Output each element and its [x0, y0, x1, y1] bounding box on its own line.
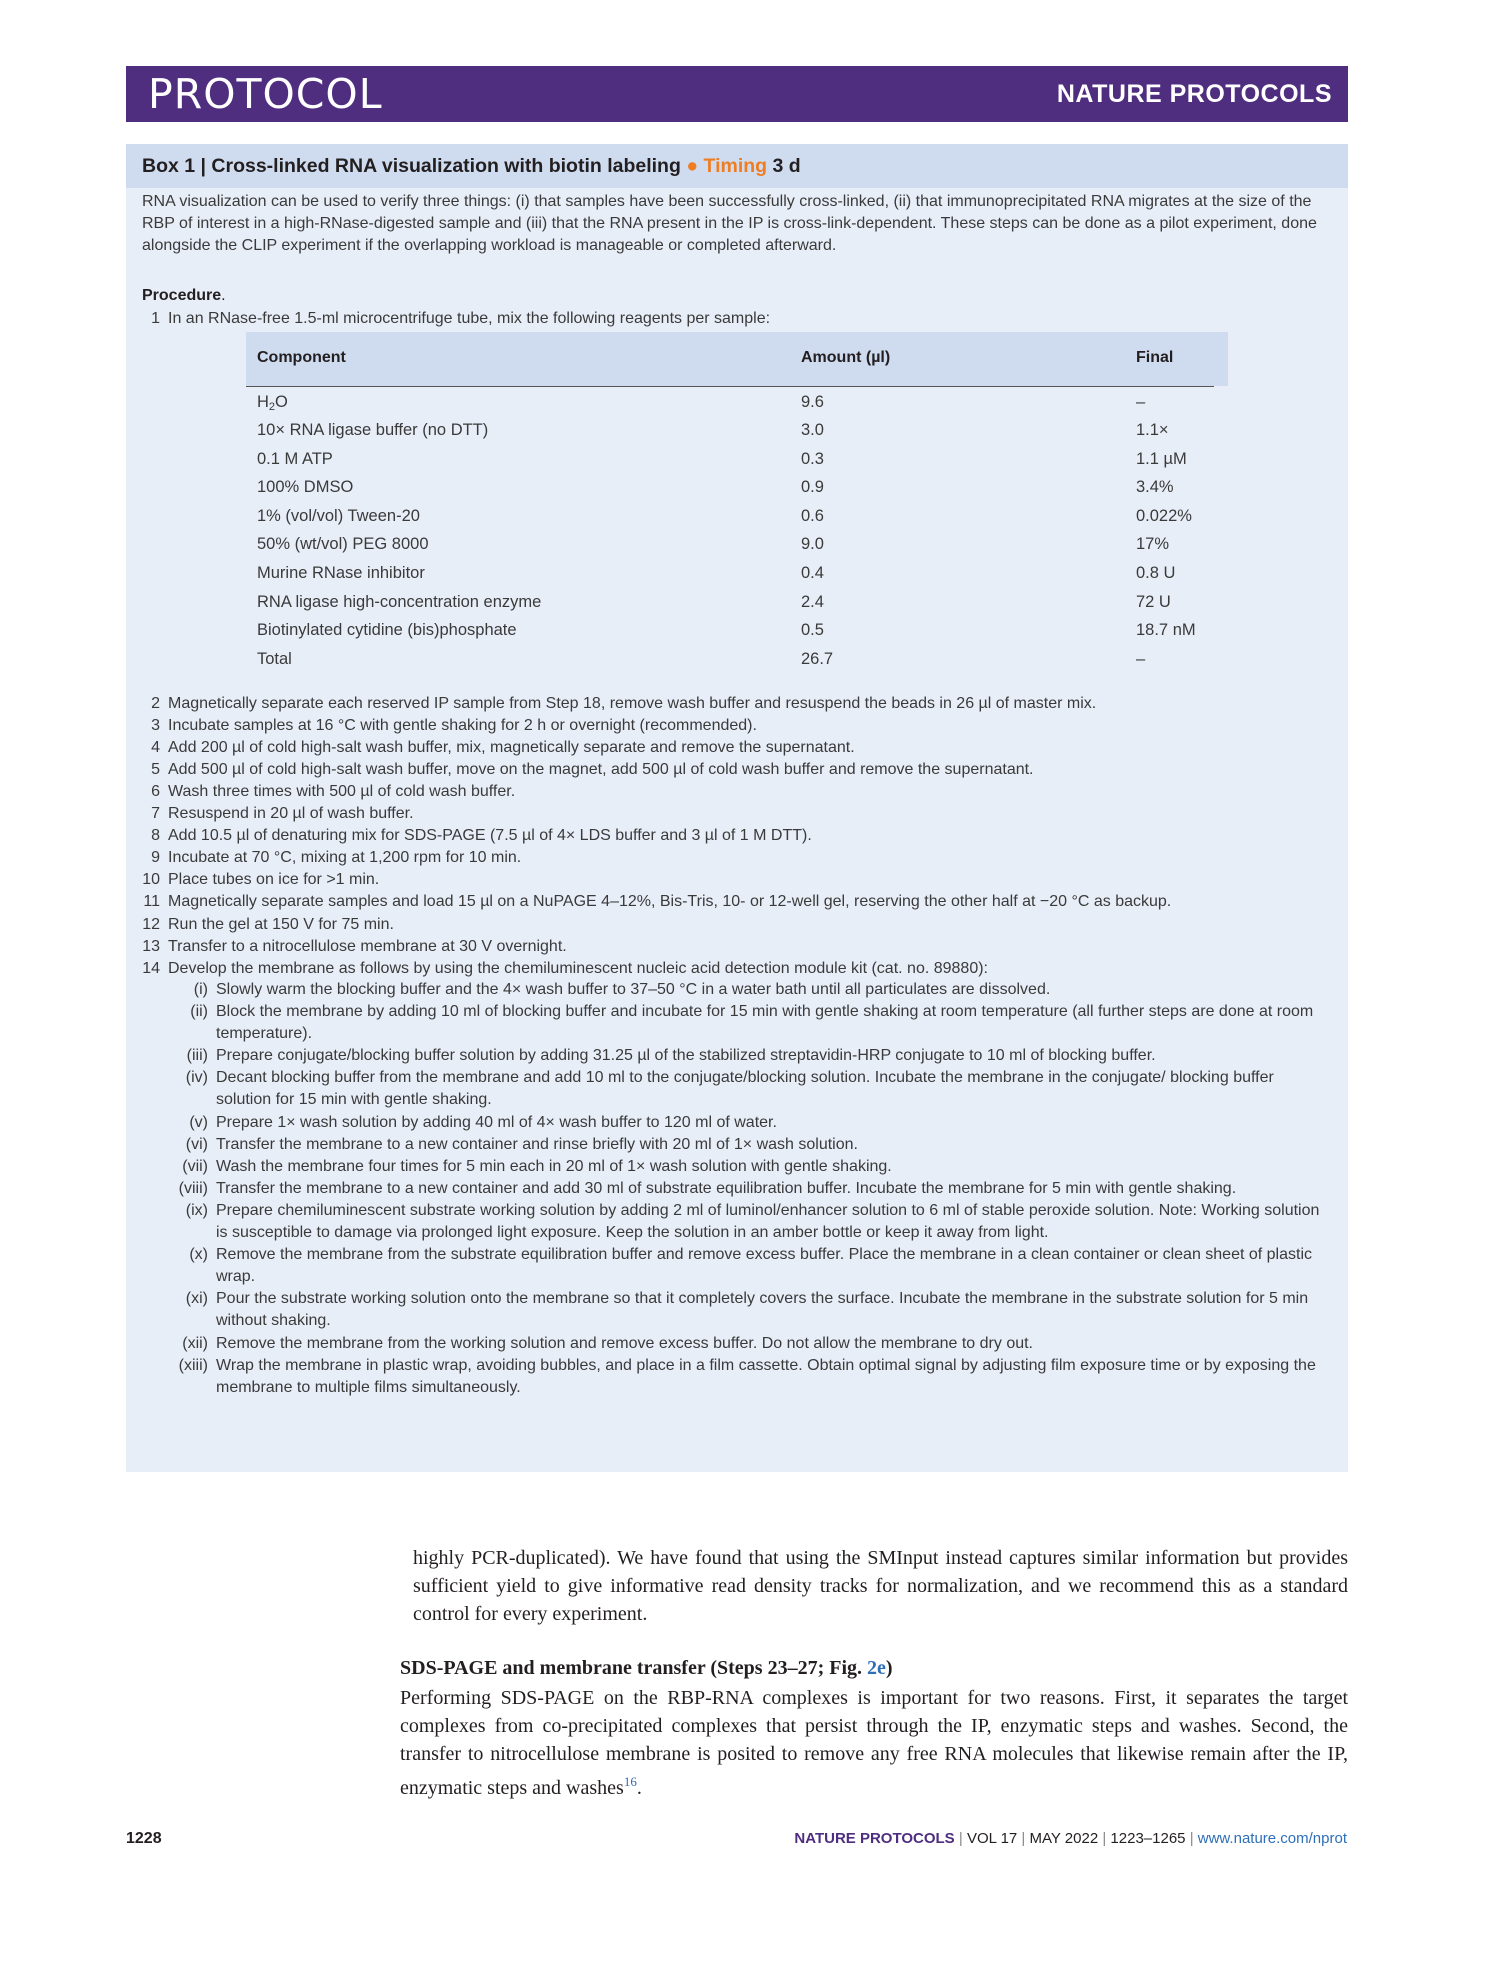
page-number: 1228 [126, 1830, 162, 1847]
step-2 [151, 693, 1328, 715]
substep-number: (v) [189, 1113, 208, 1131]
substep [186, 1045, 1332, 1067]
cell-final: 1.1× [1136, 421, 1169, 439]
substep-text: Decant blocking buffer from the membrane and add 10 ml to the conjugate/blocking solution. Incubate the membrane in the conjugate/ blocking buffer solution for 15 min with gentle shaking. [216, 1069, 1274, 1109]
step-number: 6 [151, 783, 160, 801]
substep [185, 1134, 1332, 1156]
cell-amount: 0.5 [801, 621, 824, 640]
cell-component: Biotinylated cytidine (bis)phosphate [257, 621, 517, 640]
table-row [246, 478, 1214, 506]
table-row [246, 564, 1214, 592]
footer-date: MAY 2022 [1029, 1830, 1099, 1847]
substep-text: Wash the membrane four times for 5 min each in 20 ml of 1× wash solution with gentle shaking. [216, 1157, 892, 1175]
step-number: 13 [142, 937, 160, 955]
substep-text: Prepare 1× wash solution by adding 40 ml of 4× wash buffer to 120 ml of water. [216, 1113, 777, 1131]
step-text: Incubate at 70 °C, mixing at 1,200 rpm for 10 min. [168, 849, 522, 867]
step-number: 3 [151, 717, 160, 735]
col-header-amount: Amount (µl) [801, 349, 891, 366]
step-text: Run the gel at 150 V for 75 min. [168, 915, 394, 933]
substep-number: (vii) [182, 1157, 208, 1175]
table-row [246, 507, 1214, 535]
cell-component: 10× RNA ligase buffer (no DTT) [257, 421, 489, 439]
step-number: 9 [151, 849, 160, 867]
step-5 [151, 759, 1328, 781]
col-header-final: Final [1136, 349, 1174, 366]
substep-text: Pour the substrate working solution onto the membrane so that it completely covers the surface. Incubate the membrane in the substrate solution for 5 min without shaking. [216, 1290, 1309, 1330]
substep-number: (iii) [186, 1047, 208, 1065]
substep-number: (xi) [185, 1290, 208, 1308]
step-number: 4 [151, 739, 160, 757]
box-title [142, 155, 801, 178]
substep-text: Block the membrane by adding 10 ml of blocking buffer and incubate for 15 min with gentle shaking at room temperature (all further steps are done at room temperature). [216, 1003, 1314, 1043]
step-8 [151, 825, 1328, 847]
substep-text: Transfer the membrane to a new container and rinse briefly with 20 ml of 1× wash solution. [216, 1135, 858, 1153]
cell-final: 1.1 µM [1136, 449, 1187, 468]
step-text: Place tubes on ice for >1 min. [168, 871, 380, 889]
substep-text: Wrap the membrane in plastic wrap, avoiding bubbles, and place in a film cassette. Obtain optimal signal by adjusting film exposure time or by exposing the membrane to multiple films simultaneously. [216, 1356, 1316, 1396]
substep [185, 1200, 1332, 1244]
cell-final: – [1136, 393, 1146, 411]
box-title-bar [126, 144, 1348, 188]
cell-amount: 9.0 [801, 535, 824, 554]
cell-amount: 0.9 [801, 478, 824, 497]
cell-amount: 2.4 [801, 592, 824, 611]
step-number: 7 [151, 805, 160, 823]
cell-final: 0.022% [1136, 506, 1192, 525]
substep [193, 979, 1332, 1001]
step-number: 10 [142, 871, 160, 889]
step-9 [151, 847, 1328, 869]
step-13 [142, 936, 1328, 958]
table-rule [246, 386, 1214, 387]
table-row [246, 421, 1214, 449]
step-text: Add 10.5 µl of denaturing mix for SDS-PAGE (7.5 µl of 4× LDS buffer and 3 µl of 1 M DTT). [168, 827, 812, 845]
substep-number: (i) [193, 981, 208, 998]
substep-number: (x) [189, 1246, 208, 1264]
table-row [246, 650, 1214, 678]
timing-dot-icon: ● [686, 155, 699, 177]
footer-url-link[interactable]: www.nature.com/nprot [1197, 1830, 1347, 1847]
substep-text: Remove the membrane from the working solution and remove excess buffer. Do not allow the membrane to dry out. [216, 1334, 1033, 1352]
cell-amount: 3.0 [801, 421, 824, 439]
substep-number: (ii) [190, 1003, 208, 1021]
col-header-component: Component [257, 349, 346, 366]
citation-link[interactable]: 16 [623, 1774, 637, 1789]
substep-text: Remove the membrane from the substrate equilibration buffer and remove excess buffer. Place the membrane in a clean container or clean sheet of plastic wrap. [216, 1246, 1313, 1286]
cell-final: 3.4% [1136, 478, 1174, 497]
substep [185, 1288, 1332, 1332]
step-number: 11 [143, 893, 160, 911]
footer-pages: 1223–1265 [1110, 1830, 1186, 1847]
substep [189, 1244, 1332, 1288]
substep-number: (xii) [182, 1334, 208, 1352]
substep-text: Prepare chemiluminescent substrate working solution by adding 2 ml of luminol/enhancer solution to 6 ml of stable peroxide solution. Note: Working solution is susceptible to damage via prolonged light exposure. Keep the solution in an amber bottle or keep it away from light. [216, 1201, 1320, 1242]
step-number: 14 [142, 959, 160, 977]
timing-label: Timing [703, 155, 768, 177]
substep [185, 1067, 1332, 1111]
cell-component: Murine RNase inhibitor [257, 564, 425, 582]
box-1 [126, 144, 1348, 1472]
table-row [246, 593, 1214, 621]
step-10 [142, 869, 1328, 891]
step-11 [143, 891, 1328, 913]
cell-final: 18.7 nM [1136, 621, 1196, 640]
substep-text: Transfer the membrane to a new container and add 30 ml of substrate equilibration buffer. Incubate the membrane for 5 min with gentle shaking. [216, 1179, 1237, 1197]
figure-link[interactable]: 2e [867, 1657, 886, 1679]
table-row [246, 535, 1214, 563]
substep [190, 1001, 1332, 1045]
substep [178, 1178, 1332, 1200]
cell-component: 1% (vol/vol) Tween-20 [257, 506, 420, 525]
substep [182, 1156, 1332, 1178]
substep-number: (ix) [185, 1201, 208, 1219]
cell-component: $H_2O$ [257, 393, 288, 413]
substep [189, 1112, 1332, 1134]
substep-number: (vi) [185, 1135, 208, 1153]
step-12 [142, 914, 1328, 936]
procedure-label: Procedure. [142, 287, 226, 304]
body-paragraph-2: Performing SDS-PAGE on the RBP-RNA complexes is important for two reasons. First, it separates the target complexes from co-precipitated complexes that persist through the IP, enzymatic steps and washes. Second, the transfer to nitrocellulose membrane is posited to remove any free RNA molecules that likewise remain after the IP, enzymatic steps and washes$^{16}$. [400, 1687, 1348, 1799]
step-7 [151, 803, 1328, 825]
step-number: 5 [151, 761, 160, 779]
footer-citation: NATURE PROTOCOLS | VOL 17 | MAY 2022 | 1223–1265 | www.nature.com/nprot [794, 1830, 1347, 1847]
cell-final: 72 U [1136, 592, 1171, 611]
box-title-text: Box 1 | Cross-linked RNA visualization with biotin labeling [142, 155, 681, 177]
table-header [246, 332, 1228, 386]
cell-component: 50% (wt/vol) PEG 8000 [257, 535, 429, 554]
step-text: Magnetically separate each reserved IP sample from Step 18, remove wash buffer and resuspend the beads in 26 µl of master mix. [168, 695, 1097, 712]
substep-number: (viii) [178, 1179, 208, 1197]
cell-amount: 0.6 [801, 506, 824, 525]
step-text: Add 500 µl of cold high-salt wash buffer, move on the magnet, add 500 µl of cold wash buffer and remove the supernatant. [168, 761, 1034, 779]
footer-journal: NATURE PROTOCOLS [794, 1830, 955, 1847]
cell-component: 0.1 M ATP [257, 449, 333, 468]
body-paragraph-1: highly PCR-duplicated). We have found that using the SMInput instead captures similar information but provides sufficient yield to give informative read density tracks for normalization, and we recommend this as a standard control for every experiment. [413, 1547, 1348, 1625]
cell-amount: 26.7 [801, 649, 834, 668]
cell-component: RNA ligase high-concentration enzyme [257, 592, 542, 611]
cell-final: 0.8 U [1136, 564, 1176, 582]
cell-amount: 0.4 [801, 564, 824, 582]
step-text: Resuspend in 20 µl of wash buffer. [168, 805, 414, 823]
step-6 [151, 781, 1328, 803]
substep [182, 1333, 1332, 1355]
substep-number: (xiii) [178, 1356, 208, 1374]
step-text: Magnetically separate samples and load 15 µl on a NuPAGE 4–12%, Bis-Tris, 10- or 12-well gel, reserving the other half at −20 °C as backup. [168, 893, 1172, 911]
step-number: 2 [151, 695, 160, 712]
section-label: PROTOCOL [148, 70, 383, 118]
step-number: 12 [142, 915, 160, 933]
timing-value: 3 d [772, 155, 801, 177]
substep-list [178, 979, 1332, 1399]
header-bar [126, 66, 1348, 122]
table-row [246, 450, 1214, 478]
step-3 [151, 715, 1328, 737]
step-number: 8 [151, 827, 160, 845]
cell-amount: 0.3 [801, 449, 824, 468]
step-14 [142, 958, 1328, 980]
cell-final: – [1136, 649, 1146, 668]
footer-volume: VOL 17 [966, 1830, 1018, 1847]
substep-text: Prepare conjugate/blocking buffer solution by adding 31.25 µl of the stabilized streptavidin-HRP conjugate to 10 ml of blocking buffer. [216, 1047, 1156, 1065]
step-4 [151, 737, 1328, 759]
cell-final: 17% [1136, 535, 1170, 554]
step-text: Incubate samples at 16 °C with gentle shaking for 2 h or overnight (recommended). [168, 717, 757, 735]
step-1 [151, 308, 1328, 330]
cell-component: Total [257, 649, 292, 668]
substep-text: Slowly warm the blocking buffer and the 4× wash buffer to 37–50 °C in a water bath until all particulates are dissolved. [216, 981, 1051, 998]
step-text: Develop the membrane as follows by using the chemiluminescent nucleic acid detection module kit (cat. no. 89880): [168, 959, 988, 977]
cell-component: 100% DMSO [257, 478, 354, 497]
step-text: Transfer to a nitrocellulose membrane at 30 V overnight. [168, 937, 567, 955]
step-text: Wash three times with 500 µl of cold wash buffer. [168, 783, 516, 801]
table-row [246, 621, 1214, 649]
step-text: In an RNase-free 1.5-ml microcentrifuge tube, mix the following reagents per sample: [168, 310, 771, 327]
substep [178, 1355, 1332, 1399]
journal-label: NATURE PROTOCOLS [1056, 80, 1332, 108]
box-intro: RNA visualization can be used to verify three things: (i) that samples have been successfully cross-linked, (ii) that immunoprecipitated RNA migrates at the size of the RBP of interest in a high-RNase-digested sample and (iii) that the RNA present in the IP is cross-link-dependent. These steps can be done as a pilot experiment, done alongside the CLIP experiment if the overlapping workload is manageable or completed afterward. [142, 193, 1317, 254]
step-number: 1 [151, 310, 160, 327]
table-row [246, 393, 1214, 421]
cell-amount: 9.6 [801, 393, 824, 411]
section-heading: SDS-PAGE and membrane transfer (Steps 23–27; Fig. 2e) [400, 1657, 893, 1679]
substep-number: (iv) [185, 1069, 208, 1087]
step-text: Add 200 µl of cold high-salt wash buffer, mix, magnetically separate and remove the supernatant. [168, 739, 855, 757]
